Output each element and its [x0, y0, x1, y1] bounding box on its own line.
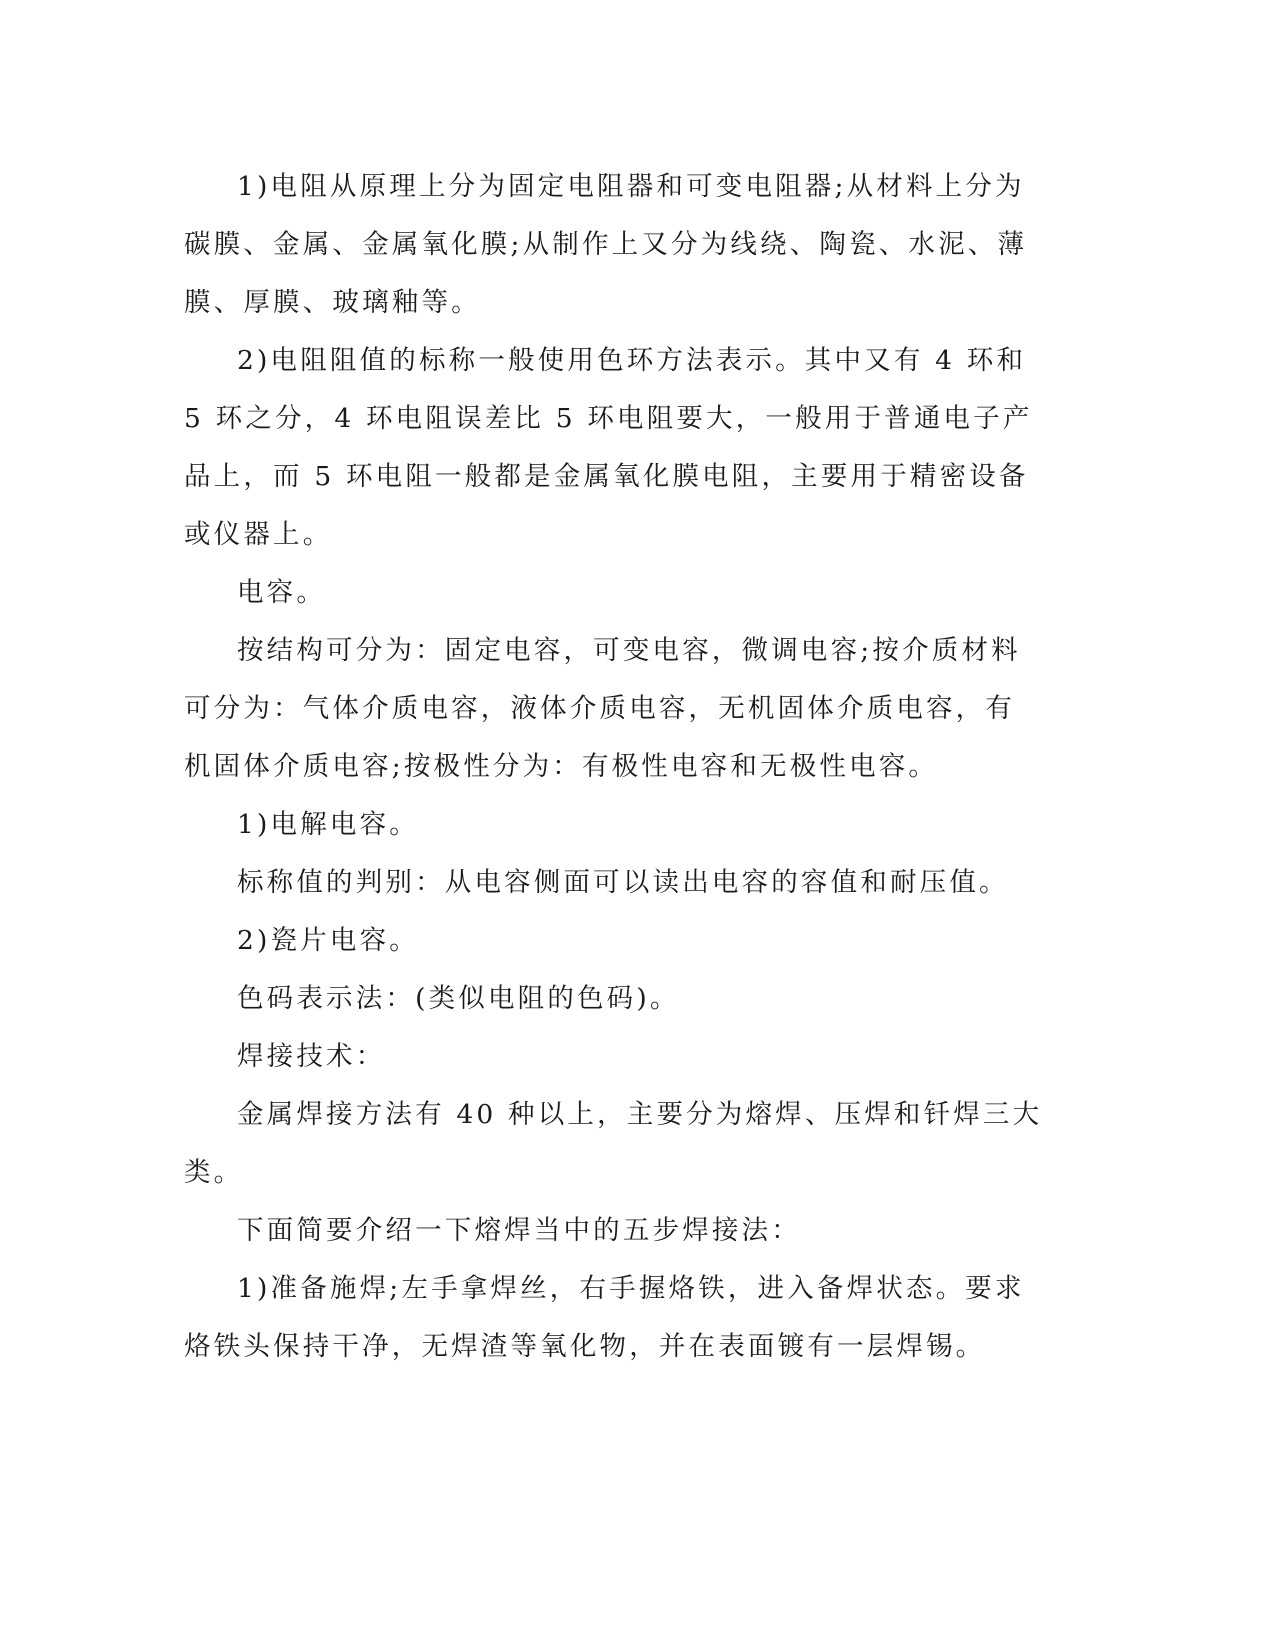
paragraph-welding-methods: 金属焊接方法有 40 种以上，主要分为熔焊、压焊和钎焊三大类。: [184, 1099, 1043, 1188]
heading-welding-technique: 焊接技术：: [237, 1041, 386, 1072]
paragraph-resistor-color-code: 2)电阻阻值的标称一般使用色环方法表示。其中又有 4 环和 5 环之分，4 环电阻误差比 5 环电阻要大，一般用于普通电子产品上，而 5 环电阻一般都是金属氧化膜电阻，主要用于精密设备或仪器上。: [184, 345, 1033, 550]
item-ceramic-capacitor: 2)瓷片电容。: [237, 925, 419, 956]
paragraph-five-step-intro: 下面简要介绍一下熔焊当中的五步焊接法：: [237, 1215, 801, 1246]
heading-capacitor: 电容。: [237, 577, 327, 608]
paragraph-capacitor-classification: 按结构可分为：固定电容，可变电容，微调电容;按介质材料可分为：气体介质电容，液体介质电容，无机固体介质电容，有机固体介质电容;按极性分为：有极性电容和无极性电容。: [184, 635, 1021, 782]
paragraph-nominal-value: 标称值的判别：从电容侧面可以读出电容的容值和耐压值。: [237, 867, 1009, 898]
item-electrolytic-capacitor: 1)电解电容。: [237, 809, 419, 840]
document-body: [184, 158, 1044, 1376]
paragraph-prepare-welding: 1)准备施焊;左手拿焊丝，右手握烙铁，进入备焊状态。要求烙铁头保持干净，无焊渣等氧化物，并在表面镀有一层焊锡。: [184, 1273, 1025, 1362]
paragraph-color-code-method: 色码表示法：(类似电阻的色码)。: [237, 983, 680, 1014]
paragraph-resistor-classification: 1)电阻从原理上分为固定电阻器和可变电阻器;从材料上分为碳膜、金属、金属氧化膜;从制作上又分为线绕、陶瓷、水泥、薄膜、厚膜、玻璃釉等。: [184, 171, 1028, 318]
